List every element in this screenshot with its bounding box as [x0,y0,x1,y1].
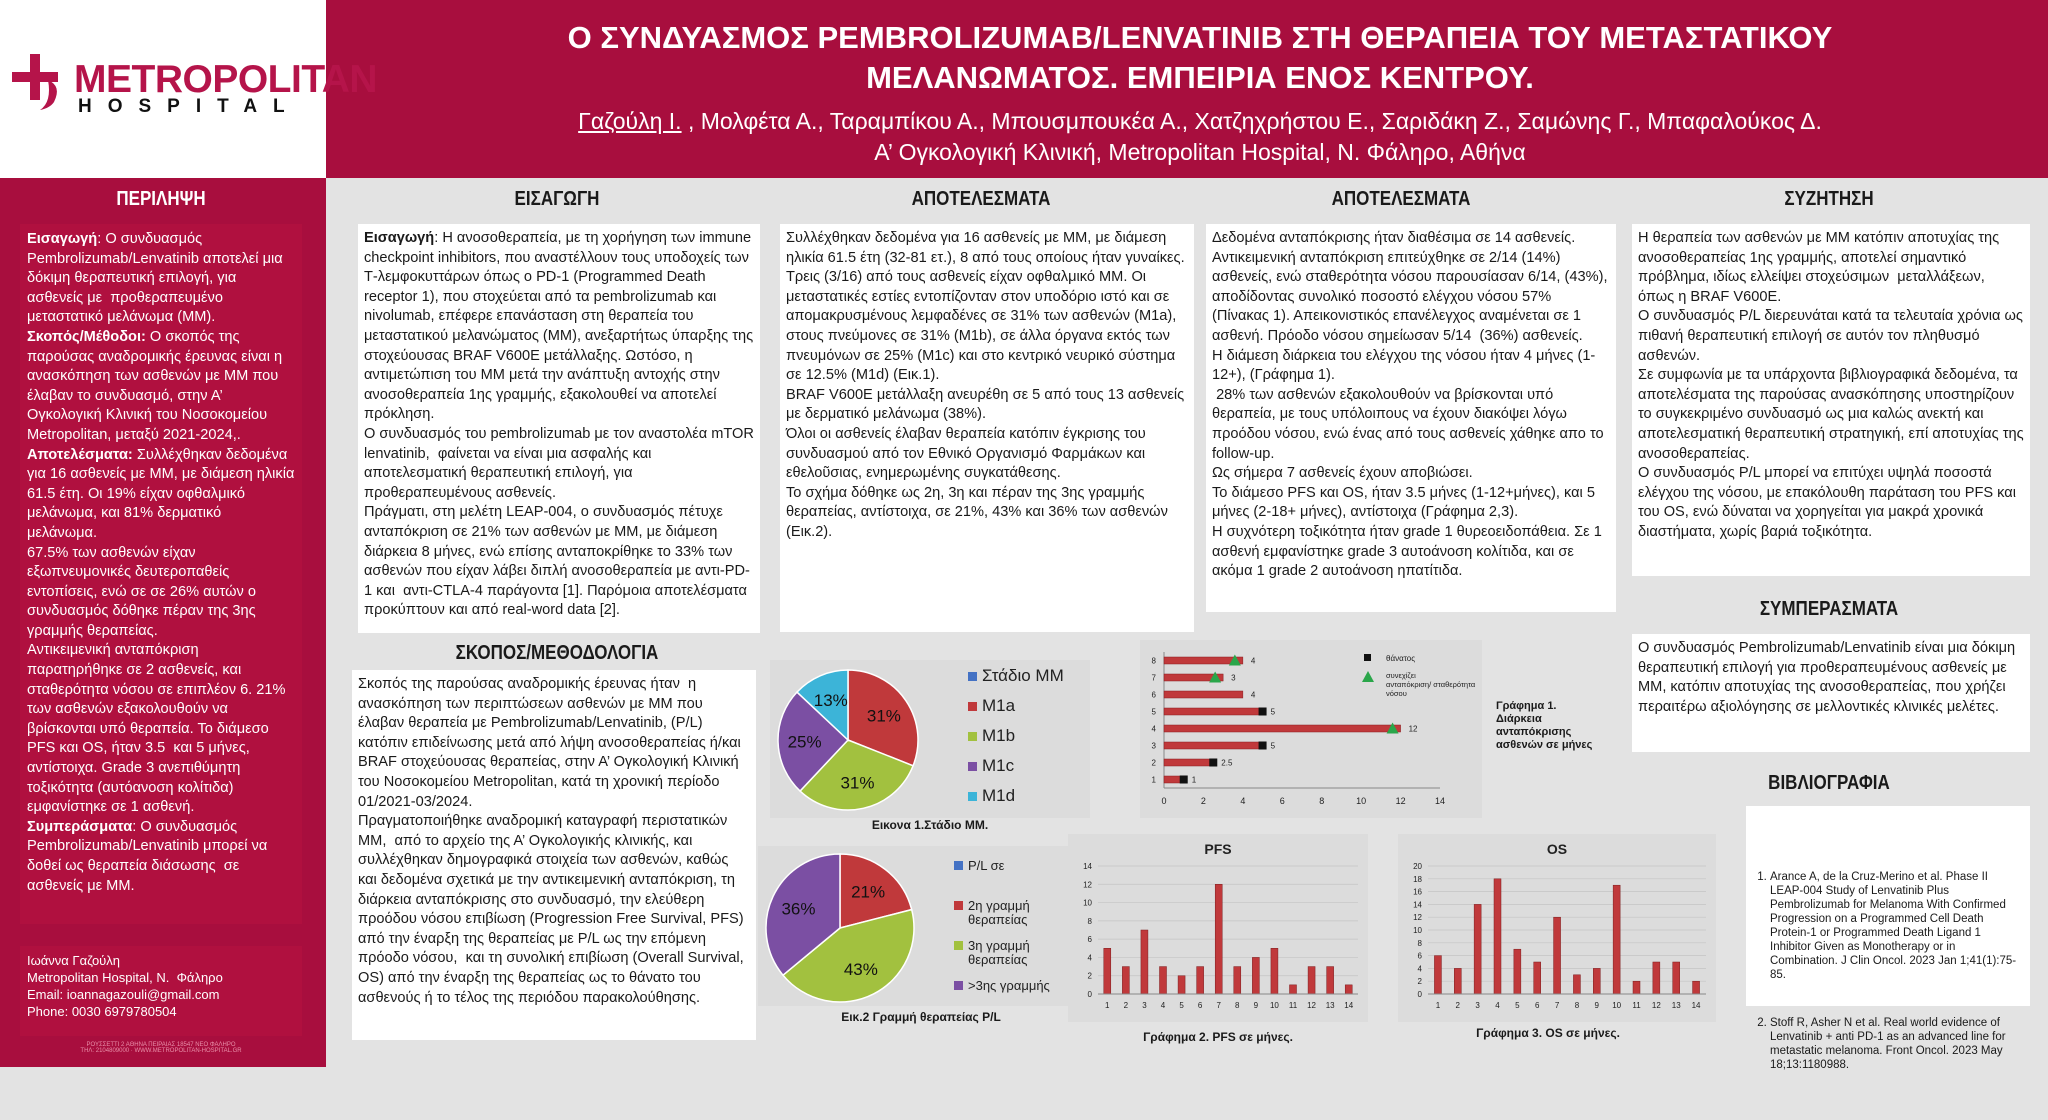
intro-label: Εισαγωγή [364,230,435,246]
references-heading: ΒΙΒΛΙΟΓΡΑΦΙΑ [1768,772,1890,794]
logo-wordmark: METROPOLITAN [74,58,378,101]
discussion-heading: ΣΥΖΗΤΗΣΗ [1784,188,1874,210]
os-svg [1398,834,1716,1022]
x-tick-label: 5 [1515,1001,1520,1010]
poster-header [0,0,2048,178]
bar [1160,967,1167,994]
methods-heading: ΣΚΟΠΟΣ/ΜΕΘΟΔΟΛΟΓΙΑ [455,642,659,664]
bar [1122,967,1129,994]
x-tick-label: 11 [1288,1001,1298,1010]
bar-value-label: 3 [1231,673,1236,683]
bar [1573,975,1580,994]
y-tick-label: 6 [1417,951,1422,961]
abstract-intro-label: Εισαγωγή [27,231,98,247]
bar [1345,985,1352,994]
response-duration-svg [1140,640,1482,818]
y-tick-label: 7 [1151,673,1156,683]
x-tick-label: 10 [1356,796,1367,806]
results-heading-2: ΑΠΟΤΕΛΕΣΜΑΤΑ [1331,188,1471,210]
bar [1308,967,1315,994]
line-pie-caption: Εικ.2 Γραμμή θεραπείας P/L [841,1010,1001,1024]
chart-title: OS [1546,841,1568,857]
legend-death-swatch [1364,654,1371,661]
x-tick-label: 10 [1612,1001,1622,1010]
pie-slice-label: 21% [851,882,886,902]
other-authors: , Μολφέτα Α., Ταραμπίκου Α., Μπουσμπουκέα Α., Χατζηχρήστου Ε., Σαριδάκη Ζ., Σαμώνης Γ., Μπαφαλούκος Δ. [681,108,1822,134]
bar-value-label: 12 [1408,724,1418,734]
y-tick-label: 8 [1417,938,1422,948]
pie-slice-label: 13% [813,691,848,711]
intro-heading: ΕΙΣΑΓΩΓΗ [514,188,600,210]
first-author: Γαζούλη Ι. [578,108,682,134]
pie-slice-label: 43% [843,959,878,979]
intro-box [358,224,760,633]
os-chart [1398,834,1716,1022]
legend-swatch [954,901,963,910]
death-marker [1209,759,1217,767]
legend-swatch [954,981,963,990]
response-duration-chart [1140,640,1482,818]
y-tick-label: 0 [1417,990,1422,999]
bar [1271,948,1278,994]
legend-swatch [968,792,977,801]
abstract-heading: ΠΕΡΙΛΗΨΗ [116,188,206,210]
y-tick-label: 6 [1087,935,1092,945]
x-tick-label: 3 [1142,1001,1147,1010]
duration-bar [1164,708,1263,715]
duration-bar [1164,742,1263,749]
results-heading-1: ΑΠΟΤΕΛΕΣΜΑΤΑ [911,188,1051,210]
x-tick-label: 6 [1197,1001,1203,1010]
x-tick-label: 12 [1395,796,1406,806]
x-tick-label: 4 [1240,796,1246,806]
reference-item: 2. Stoff R, Asher N et al. Real world evidence of Lenvatinib + anti PD-1 as an advanced line for metastatic melanoma. Front Oncol. 2023 May 18;13:1180988. [1770,1016,2022,1072]
bar [1454,968,1461,994]
affiliation: Α’ Ογκολογική Κλινική, Metropolitan Hospital, Ν. Φάληρο, Αθήνα [874,139,1526,165]
hospital-address: ΡΟΥΣΣΕΤΤΙ 2 ΑΘΗΝΑ ΠΕΙΡΑΙΑΣ 18547 ΝΕΟ ΦΑΛΗΡΟ ΤΗΛ: 2104809000 · WWW.METROPOLITAN-HOSPITAL.GR [80,1042,242,1054]
abstract-conclusions-text: : Ο συνδυασμός Pembrolizumab/Lenvatinib μπορεί να δοθεί ως θεραπεία διάσωσης σε ασθενείς με ΜΜ. [27,818,272,894]
bar [1494,879,1501,994]
y-tick-label: 14 [1413,900,1422,910]
bar [1327,967,1334,994]
x-tick-label: 12 [1307,1001,1317,1010]
y-tick-label: 20 [1413,862,1422,871]
bar [1693,981,1700,994]
x-tick-label: 8 [1235,1001,1240,1010]
x-tick-label: 13 [1325,1001,1335,1010]
death-marker [1259,708,1267,716]
bar [1474,904,1481,994]
x-tick-label: 2 [1123,1001,1129,1010]
x-tick-label: 2 [1455,1001,1461,1010]
bar-value-label: 1 [1191,775,1197,785]
duration-bar [1164,691,1243,698]
x-tick-label: 2 [1200,796,1206,806]
os-caption: Γράφημα 3. OS σε μήνες. [1476,1026,1620,1040]
y-tick-label: 4 [1151,724,1156,734]
x-tick-label: 14 [1434,796,1446,806]
abstract-aim-text: Ο σκοπός της παρούσας αναδρομικής έρευνας είναι η ανασκόπηση των ασθενών με ΜΜ που έλαβαν το συνδυασμό, στην Α’ Ογκολογική Κλινική του Νοσοκομείου Metropolitan, μεταξύ 2021-2024,. [27,328,283,443]
title-line-2: ΜΕΛΑΝΩΜΑΤΟΣ. ΕΜΠΕΙΡΙΑ ΕΝΟΣ ΚΕΝΤΡΟΥ. [866,60,1534,95]
conclusions-heading: ΣΥΜΠΕΡΑΣΜΑΤΑ [1759,598,1899,620]
x-tick-label: 9 [1253,1001,1259,1010]
title-line-1: Ο ΣΥΝΔΥΑΣΜΟΣ PEMBROLIZUMAB/LENVATINIB ΣΤΗ ΘΕΡΑΠΕΙΑ ΤΟΥ ΜΕΤΑΣΤΑΤΙΚΟΥ [567,20,1833,55]
authors-block [360,106,2040,168]
x-tick-label: 4 [1495,1001,1500,1010]
death-marker [1259,742,1267,750]
abstract-results-text: Συλλέχθηκαν δεδομένα για 16 ασθενείς με ΜΜ, με διάμεση ηλικία 61.5 έτη. Οι 19% είχαν οφθαλμικό μελάνωμα, και 81% δερματικό μελάνωμα. 67.5% των ασθενών είχαν εξωπνευμονικές δευτεροπαθείς εντοπίσεις, ενώ σε σε 26% αυτών ο συνδυασμός δόθηκε πέραν της 3ης γραμμής θεραπείας. Αντικειμενική ανταπόκριση παρατηρήθηκε σε 2 ασθενείς, και σταθερότητα νόσου σε επιπλέον 6. 21% των ασθενών εξακολουθούν να βρίσκονται υπό θεραπεία. Το διάμεσο PFS και OS, ήταν 3.5 και 5 μήνες, αντίστοιχα. Grade 3 ανεπιθύμητη τοξικότητα (αυτόανοση κολίτιδα) εμφανίστηκε σε 1 ασθενή. [27,446,295,816]
bar [1141,930,1148,994]
legend-swatch [968,672,977,681]
y-tick-label: 8 [1087,916,1092,926]
logo-subtitle: HOSPITAL [78,96,301,117]
bar [1673,962,1680,994]
bar [1613,885,1620,994]
bar-value-label: 5 [1270,707,1276,717]
y-tick-label: 16 [1413,887,1422,897]
x-tick-label: 12 [1651,1001,1661,1010]
x-tick-label: 5 [1179,1001,1184,1010]
discussion-box: Η θεραπεία των ασθενών με ΜΜ κατόπιν αποτυχίας της ανοσοθεραπείας 1ης γραμμής, αποτελεί σημαντικό πρόβλημα, ιδίως ελλείψει στοχεύσιμων μεταλλάξεων, όπως η BRAF V600E. Ο συνδυασμός P/L διερευνάται κατά τα τελευταία χρόνια ως πιθανή θεραπευτική επιλογή σε αυτόν τον πληθυσμό ασθενών. Σε συμφωνία με τα υπάρχοντα βιβλιογραφικά δεδομένα, τα αποτελέσματα της παρούσας ανασκόπησης υποστηρίζουν το συγκεκριμένο συνδυασμό ως μια καλώς ανεκτή και αποτελεσματική θεραπευτική στρατηγική, επί αποτυχίας της ανοσοθεραπείας. Ο συνδυασμός P/L μπορεί να επιτύχει υψηλά ποσοστά ελέγχου της νόσου, με επακόλουθη παράταση του PFS και του OS, ενώ δύναται να χορηγείται για μακρά χρονικά διαστήματα, χωρίς βαριά τοξικότητα. [1632,224,2030,576]
x-tick-label: 11 [1632,1001,1641,1010]
x-tick-label: 8 [1574,1001,1580,1010]
pfs-caption: Γράφημα 2. PFS σε μήνες. [1143,1030,1293,1044]
pie-slice-label: 31% [866,706,901,726]
duration-bar [1164,759,1213,766]
bar [1653,962,1660,994]
contact-box: Ιωάννα Γαζούλη Metropolitan Hospital, Ν. Φάληρο Email: ioannagazouli@gmail.com Phone: 0030 6979780504 [20,946,302,1036]
bar [1290,985,1297,994]
y-tick-label: 14 [1083,862,1092,871]
x-tick-label: 0 [1161,796,1167,806]
references-box [1746,806,2030,1071]
x-tick-label: 6 [1279,796,1285,806]
bar [1104,948,1111,994]
bar [1554,917,1561,994]
y-tick-label: 4 [1087,953,1092,963]
death-marker [1180,776,1188,784]
abstract-results-label: Αποτελέσματα: [27,446,133,463]
y-tick-label: 12 [1083,880,1092,890]
bar [1252,957,1259,994]
y-tick-label: 18 [1413,874,1422,884]
x-tick-label: 8 [1319,796,1325,806]
results-box-2: Δεδομένα ανταπόκρισης ήταν διαθέσιμα σε 14 ασθενείς. Αντικειμενική ανταπόκριση επιτεύχθηκε σε 2/14 (14%) ασθενείς, ενώ σταθερότητα νόσου παρουσίασαν 6/14, (43%), αποδίδοντας συνολικό ποσοστό ελέγχου νόσου 57% (Πίνακας 1). Απεικονιστικός επανέλεγχος αναμένεται σε 1 ασθενή. Πρόοδο νόσου σημείωσαν 5/14 (36%) ασθενείς. Η διάμεση διάρκεια του ελέγχου της νόσου ήταν 4 μήνες (1-12+), (Γράφημα 1). 28% των ασθενών εξακολουθούν να βρίσκονται υπό θεραπεία, με τους υπόλοιπους να έχουν διακόψει λόγω προόδου νόσου, ενώ ένας από τους ασθενείς χάθηκε απο το follow-up. Ως σήμερα 7 ασθενείς έχουν αποβιώσει. Το διάμεσο PFS και OS, ήταν 3.5 μήνες (1-12+μήνες), και 5 μήνες (2-18+ μήνες), αντίστοιχα (Γράφημα 2,3). Η συχνότερη τοξικότητα ήταν grade 1 θυρεοειδοπάθεια. Σε 1 ασθενή εμφανίστηκε grade 3 αυτοάνοση κολίτιδα, και σε ακόμα 1 grade 2 αυτοάνοση ηπατίτιδα. [1206,224,1616,612]
legend-label: M1d [982,786,1016,805]
y-tick-label: 2 [1151,758,1156,768]
y-tick-label: 8 [1151,656,1156,666]
stage-pie-caption: Εικονα 1.Στάδιο ΜΜ. [871,818,989,832]
bar [1434,956,1441,994]
bar [1215,884,1222,994]
legend-swatch [968,762,977,771]
y-tick-label: 6 [1151,690,1156,700]
line-pie-chart [758,846,1084,1006]
legend-swatch [968,732,977,741]
bar [1514,949,1521,994]
legend-label: M1b [982,726,1016,745]
chart-title: PFS [1204,841,1232,857]
y-tick-label: 10 [1083,898,1092,908]
bar-value-label: 5 [1270,741,1276,751]
y-tick-label: 10 [1413,926,1422,935]
bar [1593,968,1600,994]
x-tick-label: 1 [1105,1001,1110,1010]
intro-text: : Η ανοσοθεραπεία, με τη χορήγηση των immune checkpoint inhibitors, που αναστέλλουν τους υποδοχείς των Τ-λεμφοκυττάρων όπως ο PD-1 (Programmed Death receptor 1), που στοχεύεται από τα pembrolizumab και nivolumab, επέφερε επανάσταση στη θεραπεία του μεταστατικού μελανώματος (ΜΜ), ανεξαρτήτως ύπαρξης της στοχεύουσας BRAF V600E μετάλλαξης. Ωστόσο, η αντιμετώπιση του ΜΜ μετά την ανάπτυξη αντοχής στην ανοσοθεραπεία 1ης γραμμής, εξακολουθεί να αποτελεί πρόκληση. Ο συνδυασμός του pembrolizumab με τον αναστολέα mTOR lenvatinib, φαίνεται να είναι μια ασφαλής και αποτελεσματική θεραπευτική επιλογή, για προθεραπευμένους ασθενείς. Πράγματι, στη μελέτη LEAP-004, ο συνδυασμός πέτυχε ανταπόκριση σε 21% των ασθενών με ΜΜ, με διάμεση διάρκεια 8 μήνες, ενώ επίσης ανταποκρίθηκε το 33% των ασθενών που είχαν λάβει διπλή ανοσοθεραπεία με αντι-PD-1 και αντι-CTLA-4 παράγοντα [1]. Παρόμοια αποτελέσματα προκύπτουν και από real-word data [2]. [364,230,754,619]
bar-value-label: 2.5 [1221,758,1233,768]
methods-box: Σκοπός της παρούσας αναδρομικής έρευνας ήταν η ανασκόπηση των περιπτώσεων ασθενών με ΜΜ που έλαβαν θεραπεία με Pembrolizumab/Lenvatinib, (P/L) κατόπιν επιδείνωσης μετά από λήψη ανοσοθεραπείας ή/και BRAF στοχεύουσας θεραπείας, στην Α’ Ογκολογική Κλινική του Νοσοκομείου Metropolitan, κατά τη χρονική περίοδο 01/2021-03/2024. Πραγματοποιήθηκε αναδρομική καταγραφή περιστατικών ΜΜ, από το αρχείο της Α’ Ογκολογικής κλινικής, και συλλέχθηκαν δημογραφικά στοιχεία των ασθενών, καθώς και δεδομένα σχετικά με την αντικειμενική ανταπόκριση, τη διάρκεια ανταπόκρισης στο συνδυασμό, την ελεύθερη προόδου νόσου επιβίωση (Progression Free Survival, PFS) από την έναρξη της θεραπείας με P/L ως την επόμενη πρόοδο νόσου, και τη συνολική επιβίωση (Overall Survival, OS) από την έναρξη της θεραπείας ως το θάνατο του ασθενούς ή το τέλος της περιόδου παρακολούθησης. [352,670,756,1040]
legend-label: Στάδιο ΜΜ [982,666,1064,685]
legend-label: M1a [982,696,1016,715]
legend-swatch [954,861,963,870]
x-tick-label: 14 [1344,1001,1354,1010]
bar [1234,967,1241,994]
y-tick-label: 0 [1087,990,1092,999]
response-duration-caption: Γράφημα 1. Διάρκεια ανταπόκρισης ασθενών σε μήνες [1496,700,1593,751]
x-tick-label: 7 [1554,1001,1560,1010]
abstract-aim-label: Σκοπός/Μέθοδοι: [27,328,146,345]
legend-swatch [954,941,963,950]
bar-value-label: 4 [1250,656,1256,666]
poster-title [360,18,2040,98]
pie-slice-label: 31% [840,773,875,793]
pie-slice-label: 25% [787,732,822,752]
y-tick-label: 4 [1417,964,1422,974]
authors-line [360,106,2040,137]
pfs-chart [1068,834,1368,1022]
bar-value-label: 4 [1250,690,1256,700]
legend-ongoing-swatch [1362,671,1374,682]
y-tick-label: 2 [1417,977,1422,987]
x-tick-label: 7 [1216,1001,1221,1010]
x-tick-label: 1 [1435,1001,1441,1010]
legend-ongoing-label: συνεχίζει ανταπόκριση/ σταθερότητα νόσου [1386,671,1476,698]
bar [1197,967,1204,994]
x-tick-label: 14 [1691,1001,1701,1010]
duration-bar [1164,725,1401,732]
cross-logo-icon [8,50,70,112]
legend-label: M1c [982,756,1015,775]
pfs-svg [1068,834,1368,1022]
legend-label: P/L σε [968,858,1005,873]
legend-label: >3ης γραμμής [968,978,1050,993]
bar [1534,962,1541,994]
y-tick-label: 1 [1151,775,1156,785]
abstract-box [20,224,302,924]
stage-pie-chart [770,660,1090,818]
pie-slice-label: 36% [781,899,816,919]
legend-swatch [968,702,977,711]
x-tick-label: 13 [1671,1001,1681,1010]
y-tick-label: 12 [1413,913,1422,923]
reference-item: 1. Arance A, de la Cruz-Merino et al. Phase II LEAP-004 Study of Lenvatinib Plus Pembrolizumab for Melanoma With Confirmed Progression on a Programmed Cell Death Protein-1 or Programmed Death Ligand 1 Inhibitor Given as Monotherapy or in Combination. J Clin Oncol. 2023 Jan 1;41(1):75-85. [1770,870,2022,982]
bar [1178,976,1185,994]
hospital-logo [0,0,378,178]
y-tick-label: 2 [1087,971,1092,981]
legend-death-label: θάνατος [1386,654,1416,663]
conclusions-box: Ο συνδυασμός Pembrolizumab/Lenvatinib είναι μια δόκιμη θεραπευτική επιλογή για προθεραπευμένους ασθενείς με ΜΜ, κατόπιν αποτυχίας της ανοσοθεραπείας, που χρήζει περαιτέρω αξιολόγησης σε μελλοντικές κλινικές μελέτες. [1632,634,2030,752]
stage-pie-svg [770,660,1090,818]
bar [1633,981,1640,994]
x-tick-label: 9 [1594,1001,1600,1010]
x-tick-label: 4 [1160,1001,1166,1010]
x-tick-label: 10 [1269,1001,1279,1010]
y-tick-label: 5 [1151,707,1156,717]
legend-label: 3η γραμμή θεραπείας [968,938,1030,967]
results-box-1: Συλλέχθηκαν δεδομένα για 16 ασθενείς με ΜΜ, με διάμεση ηλικία 61.5 έτη (32-81 ετ.), 8 από τους οποίους ήταν γυναίκες. Τρεις (3/16) από τους ασθενείς είχαν οφθαλμικό ΜΜ. Οι μεταστατικές εστίες εντοπίζονταν στον υποδόριο ιστό και σε απομακρυσμένους λεμφαδένες σε 31% των ασθενών (M1a), στους πνεύμονες σε 31% (M1b), σε άλλα όργανα εκτός των πνευμόνων σε 25% (M1c) και στο κεντρικό νευρικό σύστημα σε 12.5% (M1d) (Εικ.1). BRAF V600E μετάλλαξη ανευρέθη σε 5 από τους 13 ασθενείς με δερματικό μελάνωμα (38%). Όλοι οι ασθενείς έλαβαν θεραπεία κατόπιν έγκρισης του συνδυασμού από τον Εθνικό Οργανισμό Φαρμάκων και εθελοῦσιας, ενημερωμένης συγκατάθεσης. Το σχήμα δόθηκε ως 2η, 3η και πέραν της 3ης γραμμής θεραπείας, αντίστοιχα, σε 21%, 43% και 36% των ασθενών (Εικ.2). [780,224,1194,632]
x-tick-label: 3 [1475,1001,1480,1010]
abstract-conclusions-label: Συμπεράσματα [27,818,133,835]
line-pie-svg [758,846,1084,1006]
abstract-intro-text: : Ο συνδυασμός Pembrolizumab/Lenvatinib αποτελεί μια δόκιμη θεραπευτική επιλογή, για ασθενείς με προθεραπευμένο μεταστατικό μελάνωμα (ΜΜ). [27,231,283,326]
x-tick-label: 6 [1534,1001,1540,1010]
legend-label: 2η γραμμή θεραπείας [968,898,1030,927]
y-tick-label: 3 [1151,741,1156,751]
